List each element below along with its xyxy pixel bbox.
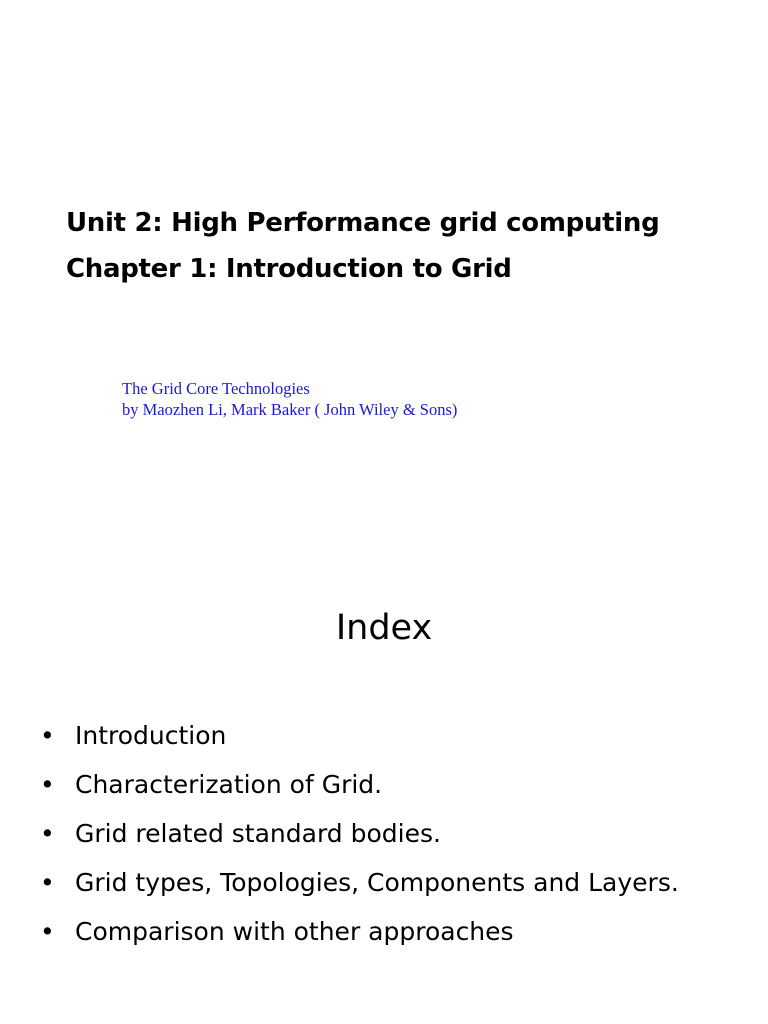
bullet-icon: • [40, 917, 55, 946]
list-item-text: Characterization of Grid. [75, 770, 383, 799]
bullet-icon: • [40, 770, 55, 799]
unit-title: Unit 2: High Performance grid computing [66, 208, 660, 238]
book-reference [122, 378, 742, 420]
list-item [40, 764, 740, 805]
list-item-text: Introduction [75, 721, 227, 750]
book-authors: by Maozhen Li, Mark Baker ( John Wiley & Sons) [122, 400, 458, 419]
book-title: The Grid Core Technologies [122, 379, 310, 398]
index-list [40, 715, 740, 960]
list-item [40, 715, 740, 756]
list-item-text: Grid related standard bodies. [75, 819, 441, 848]
list-item [40, 862, 740, 903]
chapter-title: Chapter 1: Introduction to Grid [66, 254, 512, 284]
list-item [40, 813, 740, 854]
bullet-icon: • [40, 868, 55, 897]
list-item-text: Grid types, Topologies, Components and Layers. [75, 868, 679, 897]
slide-title [66, 200, 756, 292]
index-slide [0, 560, 768, 1024]
bullet-icon: • [40, 721, 55, 750]
list-item-text: Comparison with other approaches [75, 917, 514, 946]
bullet-icon: • [40, 819, 55, 848]
list-item [40, 911, 740, 952]
index-heading: Index [335, 608, 433, 648]
